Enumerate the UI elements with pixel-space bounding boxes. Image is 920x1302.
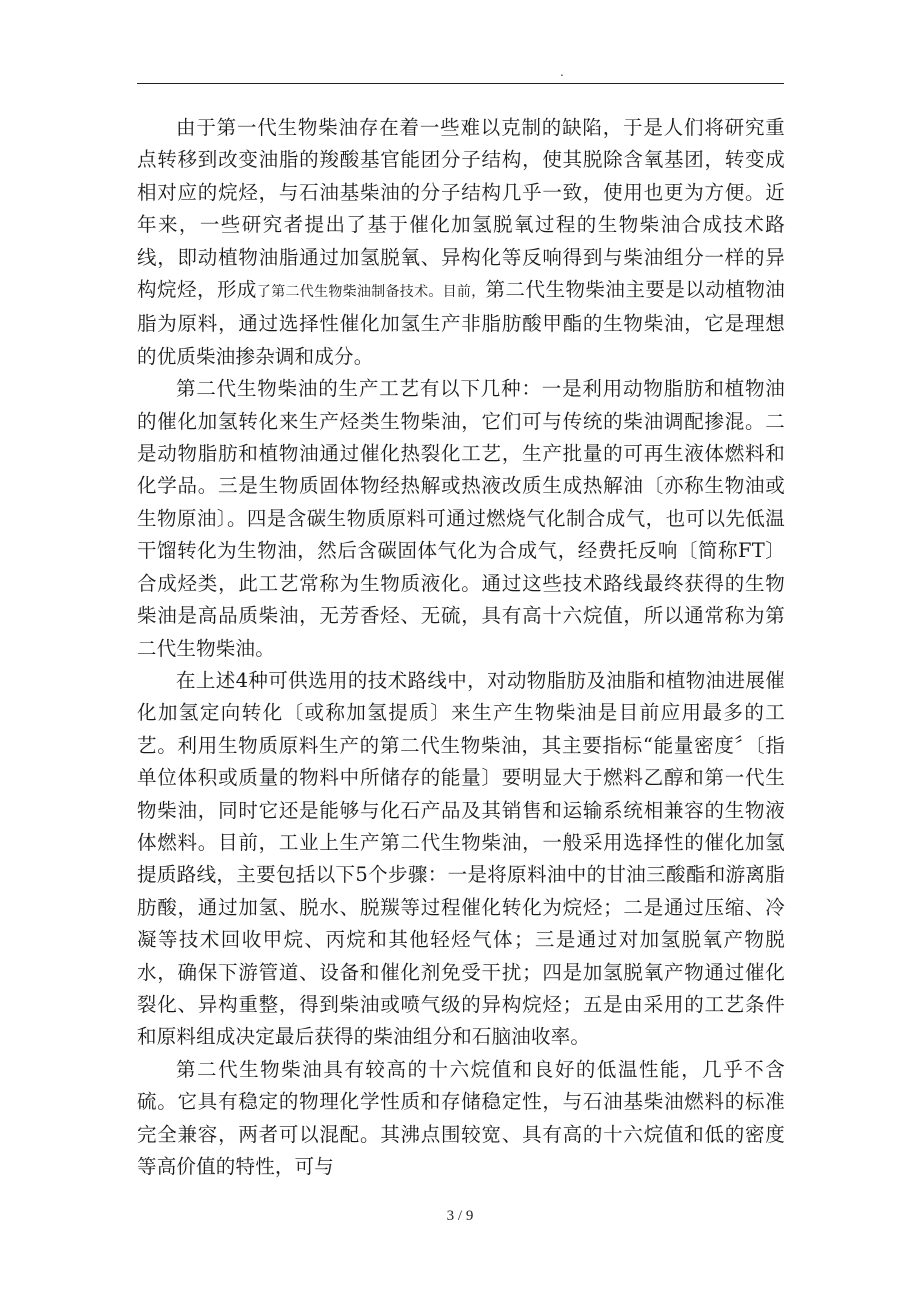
- paragraph-3: 在上述4种可供选用的技术路线中，对动物脂肪及油脂和植物油进展催化加氢定向转化〔或称加氢提质〕来生产生物柴油是目前应用最多的工艺。利用生物质原料生产的第二代生物柴油，其主要指标“能量密度〞〔指单位体积或质量的物料中所储存的能量〕要明显大于燃料乙醇和第一代生物柴油，同时它还是能够与化石产品及其销售和运输系统相兼容的生物液体燃料。目前，工业上生产第二代生物柴油，一般采用选择性的催化加氢提质路线，主要包括以下5个步骤：一是将原料油中的甘油三酸酯和游离脂肪酸，通过加氢、脱水、脱羰等过程催化转化为烷烃；二是通过压缩、冷凝等技术回收甲烷、丙烷和其他轻烃气体；三是通过对加氢脱氧产物脱水，确保下游管道、设备和催化剂免受干扰；四是加氢脱氧产物通过催化裂化、异构重整，得到柴油或喷气级的异构烷烃；五是由采用的工艺条件和原料组成决定最后获得的柴油组分和石脑油收率。: [137, 668, 785, 1049]
- paragraph-1: [137, 112, 785, 373]
- paragraph-1-tail: 第二代生物柴油主要是以动植物油脂为原料，通过选择性催化加氢生产非脂肪酸甲酯的生物柴油，它是理想的优质柴油掺杂调和成分。: [137, 278, 785, 368]
- paragraph-1-text: 由于第一代生物柴油存在着一些难以克制的缺陷，于是人们将研究重点转移到改变油脂的羧酸基官能团分子结构，使其脱除含氧基团，转变成相对应的烷烃，与石油基柴油的分子结构几乎一致，使用也更为方便。近年来，一些研究者提出了基于催化加氢脱氧过程的生物柴油合成技术路线，即动植物油脂通过加氢脱氧、异构化等反响得到与柴油组分一样的异构烷烃，形成: [137, 116, 785, 302]
- header-mark: .: [560, 65, 564, 79]
- paragraph-2: 第二代生物柴油的生产工艺有以下几种：一是利用动物脂肪和植物油的催化加氢转化来生产烃类生物柴油，它们可与传统的柴油调配掺混。二是动物脂肪和植物油通过催化热裂化工艺，生产批量的可再生液体燃料和化学品。三是生物质固体物经热解或热液改质生成热解油〔亦称生物油或生物原油〕。四是含碳生物质原料可通过燃烧气化制合成气，也可以先低温干馏转化为生物油，然后含碳固体气化为合成气，经费托反响〔简称FT〕合成烃类，此工艺常称为生物质液化。通过这些技术路线最终获得的生物柴油是高品质柴油，无芳香烃、无硫，具有高十六烷值，所以通常称为第二代生物柴油。: [137, 377, 785, 660]
- paragraph-4: 第二代生物柴油具有较高的十六烷值和良好的低温性能，几乎不含硫。它具有稳定的物理化学性质和存储稳定性，与石油基柴油燃料的标准完全兼容，两者可以混配。其沸点围较宽、具有高的十六烷值和低的密度等高价值的特性，可与: [137, 1057, 785, 1178]
- document-body: [137, 112, 785, 1183]
- page-number: 3 / 9: [446, 1208, 474, 1224]
- paragraph-1-small-text: 了第二代生物柴油制备技术。目前，: [256, 284, 486, 301]
- header-rule: [137, 83, 784, 84]
